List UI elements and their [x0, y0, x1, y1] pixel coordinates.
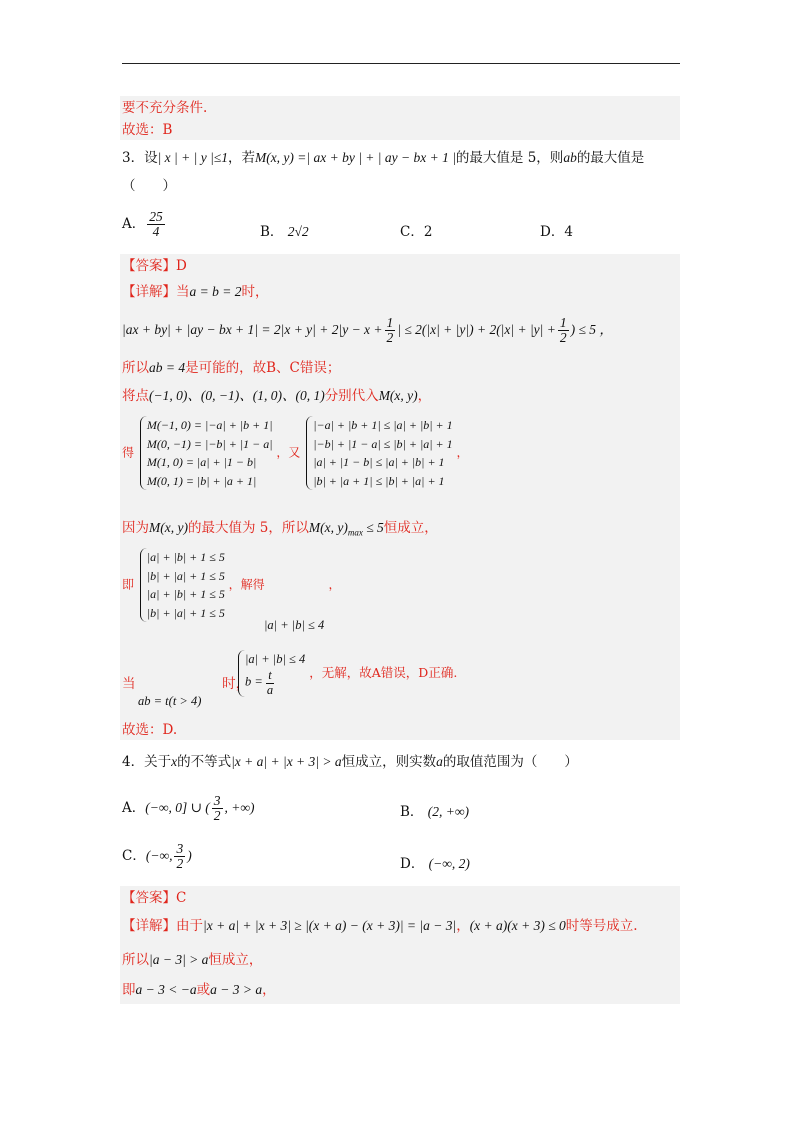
q3-detail-6: 因为M(x, y)的最大值为 5，所以M(x, $y)_{max} \le 5$恒成立， — [122, 520, 438, 538]
q4-option-b[interactable]: B． (2, +∞) — [400, 804, 469, 820]
q4-option-d[interactable]: D． (−∞, 2) — [400, 856, 470, 872]
q3-detail-8: 当 时， — [122, 676, 250, 692]
q3-detail-2: |ax + by| + |ay − bx + 1| = 2|x + y| + 2|y − x + $\frac{1}{2}$ | ≤ 2(|x| + |y|) + 2(|x| + |y| + $\frac{1}{2}$ ) ≤ 5 ， — [122, 315, 613, 346]
q4-detail-3: 即a − 3 < −a或a − 3 > a， — [122, 982, 276, 998]
q4-answer: 【答案】C — [122, 890, 187, 906]
q3-result: |a| + |b| ≤ 4 — [264, 618, 325, 632]
q4-detail-2: 所以|a − 3| > a恒成立， — [122, 952, 263, 968]
system-le-5: |a| + |b| + 1 ≤ 5 |b| + |a| + 1 ≤ 5 |a| + |b| + 1 ≤ 5 |b| + |a| + 1 ≤ 5 — [140, 548, 225, 622]
prev-choice: 故选：B — [122, 122, 173, 138]
q3-stem: 3．设| x | + | y |≤1，若M(x, y) =| ax + by | + | ay − bx + 1 |的最大值是 5，则ab的最大值是 — [122, 150, 645, 166]
q4-detail-1: 【详解】由于|x + a| + |x + 3| ≥ |(x + a) − (x + 3)| = |a − 3|，(x + a)(x + 3) ≤ 0时等号成立. — [122, 918, 638, 934]
system-m-values: M(−1, 0) = |−a| + |b + 1| M(0, −1) = |−b| + |1 − a| M(1, 0) = |a| + |1 − b| M(0, 1) = |b| + |a + 1| — [140, 416, 273, 490]
q3-detail-1: 【详解】当a = b = 2时， — [122, 284, 269, 300]
q3-system-t: |a| + |b| ≤ 4 b = $\frac{t}{a}$ ，无解，故A错误，D正确. — [236, 650, 457, 697]
q3-option-c[interactable]: C．2 — [400, 224, 433, 240]
q3-paren: （ ） — [122, 178, 176, 194]
q3-option-b[interactable]: B． 2√2 — [260, 224, 309, 240]
system-inequalities: |−a| + |b + 1| ≤ |a| + |b| + 1 |−b| + |1 − a| ≤ |b| + |a| + 1 |a| + |1 − b| ≤ |a| + |b| + 1 |b| + |a + 1| ≤ |b| + |a| + 1 — [306, 416, 452, 490]
q3-detail-3: 所以ab = 4是可能的，故B、C错误； — [122, 360, 341, 376]
q3-detail-5: 得 M(−1, 0) = |−a| + |b + 1| M(0, −1) = |−b| + |1 − a| M(1, 0) = |a| + |1 − b| M(0, 1) = |b| + |a + 1| ，又 |−a| + |b + 1| ≤ |a| + |b| + 1 |−b| + |1 − a| ≤ |b| + |a| + 1 |a| + |1 − b| ≤ |a| + |b| + 1 |b| + |a + 1| ≤ |b| + |a| + 1 ， — [122, 416, 469, 490]
q3-choice: 故选：D. — [122, 722, 178, 738]
header-rule — [122, 63, 680, 64]
q4-stem: 4．关于x的不等式|x + a| + |x + 3| > a恒成立，则实数a的取值范围为（ ） — [122, 754, 578, 770]
q3-answer: 【答案】D — [122, 258, 187, 274]
prev-line: 要不充分条件. — [122, 100, 208, 116]
q3-detail-7: 即 |a| + |b| + 1 ≤ 5 |b| + |a| + 1 ≤ 5 |a| + |b| + 1 ≤ 5 |b| + |a| + 1 ≤ 5 ，解得 ， — [122, 548, 341, 622]
q3-option-a[interactable]: A． $\frac{25}{4}$ — [122, 209, 163, 240]
q3-detail-4: 将点(−1, 0)、(0, −1)、(1, 0)、(0, 1)分别代入M(x, y)， — [122, 388, 432, 404]
q4-option-a[interactable]: A．(−∞, 0] ∪ ( $\frac{3}{2}$ , +∞) — [122, 793, 255, 824]
q3-option-d[interactable]: D．4 — [540, 224, 573, 240]
q3-ab-t: ab = t(t > 4) — [138, 694, 202, 708]
q4-option-c[interactable]: C．(−∞, $\frac{3}{2}$ ) — [122, 841, 192, 872]
